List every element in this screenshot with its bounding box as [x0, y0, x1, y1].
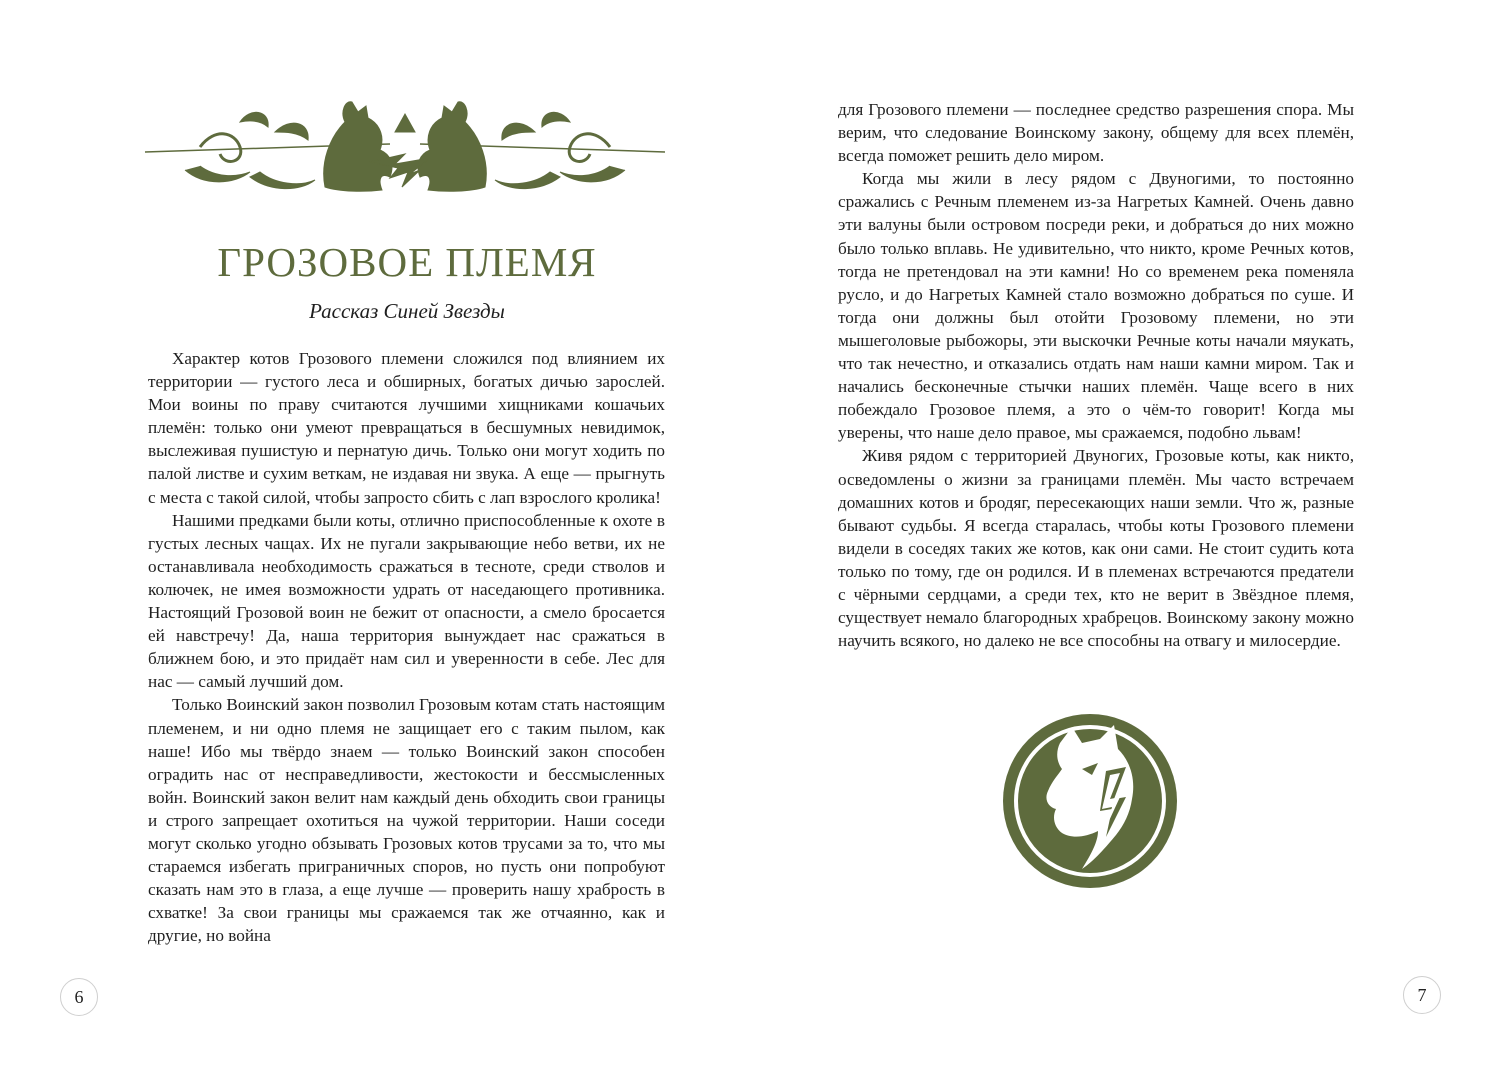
heraldic-cats-ornament-icon: [140, 92, 670, 202]
right-text-column: [838, 98, 1354, 652]
paragraph: Живя рядом с территорией Двуногих, Грозовые коты, как никто, осведомлены о жизни за границами племён. Мы часто встречаем домашних котов и бродяг, пересекающих наши земли. Что ж, разные бывают судьбы. Я всегда старалась, чтобы коты Грозового племени видели в соседях таких же котов, как они сами. Не стоит судить кота только по тому, где он родился. И в племенах встречаются предатели с чёрными сердцами, а среди тех, кто не верит в Звёздное племя, существует немало благородных храбрецов. Воинскому закону можно научить всякого, но далеко не все способны на отвагу и милосердие.: [838, 446, 1354, 651]
paragraph: Когда мы жили в лесу рядом с Двуногими, то постоянно сражались с Речным племенем из-за Нагретых Камней. Очень давно эти валуны были островом посреди реки, и добраться до них можно было только вплавь. Не удивительно, что никто, кроме Речных котов, тогда не претендовал на эти камни! Но со временем река поменяла русло, и до Нагретых Камней стало возможно добраться по суше. И тогда они должны был отойти Грозовому племени, но эти мышеголовые рыбожоры, эти выскочки Речные коты начали мяукать, что так нечестно, и отказались отдать нам наши камни миром. Так и начались бесконечные стычки наших племён. Чаще всего в них побеждало Грозовое племя, а это о чём-то говорит! Когда мы уверены, что наше дело правое, мы сражаемся, подобно львам!: [838, 169, 1354, 443]
paragraph: Нашими предками были коты, отлично приспособленные к охоте в густых лесных чащах. Их не пугали закрывающие небо ветви, их не останавливала необходимость сражаться в тесноте, среди стволов и колючек, не имея возможности удрать от наседающего противника. Настоящий Грозовой воин не бежит от опасности, а смело бросается ей навстречу! Да, наша территория вынуждает нас сражаться в ближнем бою, и это придаёт нам сил и уверенности в себе. Лес для нас — самый лучший дом.: [148, 510, 665, 692]
paragraph: Характер котов Грозового племени сложился под влиянием их территории — густого леса и обширных, богатых дичью зарослей. Мои воины по праву считаются лучшими хищниками кошачьих племён: только они умеют превращаться в бесшумных невидимок, выслеживая пушистую и пернатую дичь. Только они могут ходить по палой листве и сухим веткам, не издавая ни звука. А еще — прыгнуть с места с такой силой, чтобы запросто сбить с лап взрослого кролика!: [148, 349, 665, 507]
paragraph: для Грозового племени — последнее средство разрешения спора. Мы верим, что следование Воинскому закону, общему для всех племён, всегда поможет решить дело миром.: [838, 100, 1354, 166]
chapter-title: ГРОЗОВОЕ ПЛЕМЯ: [217, 239, 597, 285]
page-number-left: 6: [60, 978, 98, 1016]
left-text-column: [148, 347, 665, 947]
paragraph: Только Воинский закон позволил Грозовым котам стать настоящим племенем, и ни одно племя не защищает его с таким пылом, как наше! Ибо мы твёрдо знаем — только Воинский закон способен оградить нас от несправедливости, жестокости и бессмысленных войн. Воинский закон велит нам каждый день обходить свои границы и строго запрещает охотиться на чужой территории. Наши соседи могут сколько угодно обзывать Грозовых котов трусами за то, что мы стараемся избегать приграничных споров, но пусть они попробуют сказать нам это в глаза, а еще лучше — проверить нашу храбрость в схватке! За свои границы мы сражаемся так же отчаянно, как и другие, но война: [148, 695, 665, 946]
thunderclan-emblem-icon: [1002, 713, 1178, 889]
page-number-right: 7: [1403, 976, 1441, 1014]
chapter-subtitle: Рассказ Синей Звезды: [309, 299, 505, 323]
left-page: [0, 0, 749, 1080]
